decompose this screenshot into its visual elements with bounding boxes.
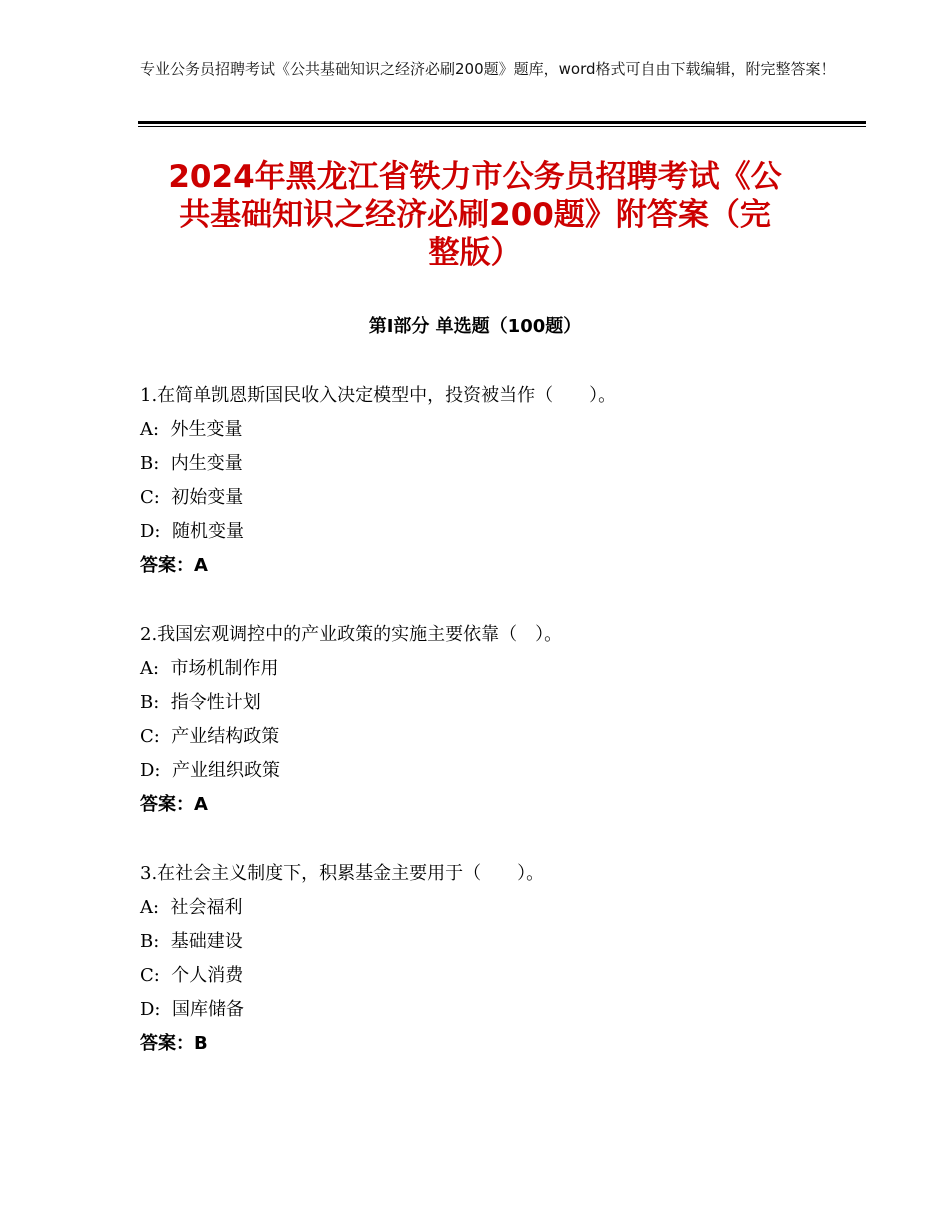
question-2 (140, 618, 840, 822)
answer: 答案：B (140, 1033, 208, 1054)
question-1 (140, 379, 840, 583)
option-b: B: 内生变量 (140, 453, 243, 474)
document-title (140, 158, 810, 272)
question-stem: 3.在社会主义制度下，积累基金主要用于（ ）。 (140, 863, 545, 884)
header-divider-thin (138, 126, 866, 127)
section-title: 第Ⅰ部分 单选题（100题） (368, 316, 582, 337)
answer: 答案：A (140, 794, 208, 815)
question-stem: 1.在简单凯恩斯国民收入决定模型中，投资被当作（ ）。 (140, 385, 617, 406)
option-c: C: 初始变量 (140, 487, 244, 508)
header-divider-thick (138, 121, 866, 124)
option-d: D: 随机变量 (140, 521, 244, 542)
title-line-2: 共基础知识之经济必刷200题》附答案（完 (179, 197, 771, 233)
title-line-1: 2024年黑龙江省铁力市公务员招聘考试《公 (168, 159, 782, 195)
answer: 答案：A (140, 555, 208, 576)
question-3 (140, 857, 840, 1061)
header-note: 专业公务员招聘考试《公共基础知识之经济必刷200题》题库，word格式可自由下载编辑，附完整答案！ (140, 60, 836, 78)
option-a: A: 外生变量 (140, 419, 243, 440)
option-d: D: 产业组织政策 (140, 760, 280, 781)
option-b: B: 指令性计划 (140, 692, 261, 713)
question-stem: 2.我国宏观调控中的产业政策的实施主要依靠（ ）。 (140, 624, 563, 645)
option-b: B: 基础建设 (140, 931, 243, 952)
option-d: D: 国库储备 (140, 999, 244, 1020)
option-a: A: 社会福利 (140, 897, 243, 918)
option-a: A: 市场机制作用 (140, 658, 279, 679)
title-line-3: 整版） (428, 235, 522, 271)
option-c: C: 个人消费 (140, 965, 244, 986)
option-c: C: 产业结构政策 (140, 726, 280, 747)
